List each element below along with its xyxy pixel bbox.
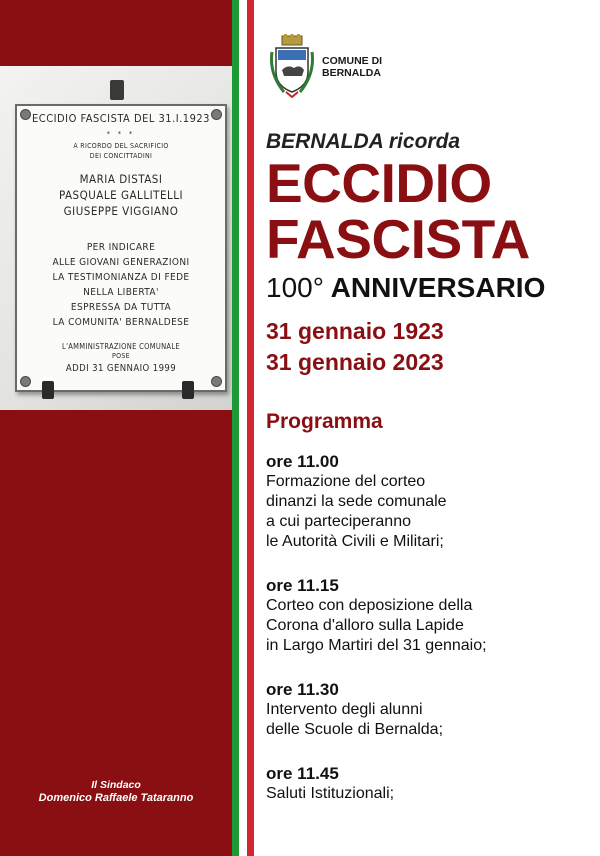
comune-label: COMUNE DI (322, 55, 383, 67)
programma-title: Programma (266, 410, 383, 433)
plaque-line: LA TESTIMONIANZA DI FEDE (52, 272, 190, 283)
date-original: 31 gennaio 1923 (266, 318, 444, 344)
program-line: Saluti Istituzionali; (266, 785, 395, 802)
plaque-line: ESPRESSA DA TUTTA (70, 302, 172, 313)
program-time: ore 11.15 (266, 576, 339, 595)
program-line: in Largo Martiri del 31 gennaio; (266, 637, 487, 654)
plaque-bolt (20, 376, 31, 387)
plaque-bottom-bracket (42, 381, 54, 399)
program-time: ore 11.45 (266, 764, 339, 783)
program-line: le Autorità Civili e Militari; (266, 533, 444, 550)
plaque-administration: POSE (112, 352, 130, 360)
program-time: ore 11.30 (266, 680, 339, 699)
plaque-name: MARIA DISTASI (79, 172, 163, 186)
plaque-line: PER INDICARE (86, 242, 156, 253)
program-time: ore 11.00 (266, 452, 339, 471)
plaque-name: GIUSEPPE VIGGIANO (63, 204, 179, 218)
bernalda-crest-icon (268, 34, 316, 98)
plaque-stars: * * * (106, 130, 136, 138)
plaque-line: LA COMUNITA' BERNALDESE (52, 317, 190, 328)
program-line: Intervento degli alunni (266, 701, 423, 718)
anniversary-number: 100° (266, 272, 324, 303)
plaque-photo (0, 66, 232, 410)
anniversary-heading (266, 272, 545, 304)
anniversary-word: ANNIVERSARIO (330, 272, 546, 303)
mayor-role: Il Sindaco (91, 779, 141, 791)
flag-stripe-green (232, 0, 239, 856)
program-line: Corona d'alloro sulla Lapide (266, 617, 464, 634)
flag-stripe-white (239, 0, 247, 856)
program-line: Corteo con deposizione della (266, 597, 473, 614)
plaque-name: PASQUALE GALLITELLI (58, 188, 184, 202)
event-title-line2: FASCISTA (266, 208, 530, 270)
event-subtitle: BERNALDA ricorda (266, 130, 461, 153)
plaque-administration: L'AMMINISTRAZIONE COMUNALE (62, 342, 180, 351)
plaque-top-bracket (110, 80, 124, 100)
event-title-line1: ECCIDIO (266, 152, 492, 214)
program-line: Formazione del corteo (266, 473, 426, 490)
program-line: a cui parteciperanno (266, 513, 411, 530)
flag-stripe-red (247, 0, 254, 856)
program-line: dinanzi la sede comunale (266, 493, 447, 510)
memorial-plaque (15, 104, 227, 392)
plaque-date: ADDI 31 GENNAIO 1999 (65, 363, 177, 374)
plaque-title: ECCIDIO FASCISTA DEL 31.I.1923 (32, 112, 210, 125)
comune-name: BERNALDA (322, 67, 381, 79)
plaque-bottom-bracket (182, 381, 194, 399)
mayor-name: Domenico Raffaele Tataranno (38, 792, 194, 804)
plaque-bolt (211, 376, 222, 387)
program-line: delle Scuole di Bernalda; (266, 721, 444, 738)
plaque-dedication: DEI CONCITTADINI (89, 152, 153, 160)
plaque-dedication: A RICORDO DEL SACRIFICIO (73, 142, 169, 150)
plaque-line: NELLA LIBERTA' (83, 287, 159, 298)
date-anniversary: 31 gennaio 2023 (266, 349, 444, 375)
plaque-line: ALLE GIOVANI GENERAZIONI (52, 257, 190, 268)
